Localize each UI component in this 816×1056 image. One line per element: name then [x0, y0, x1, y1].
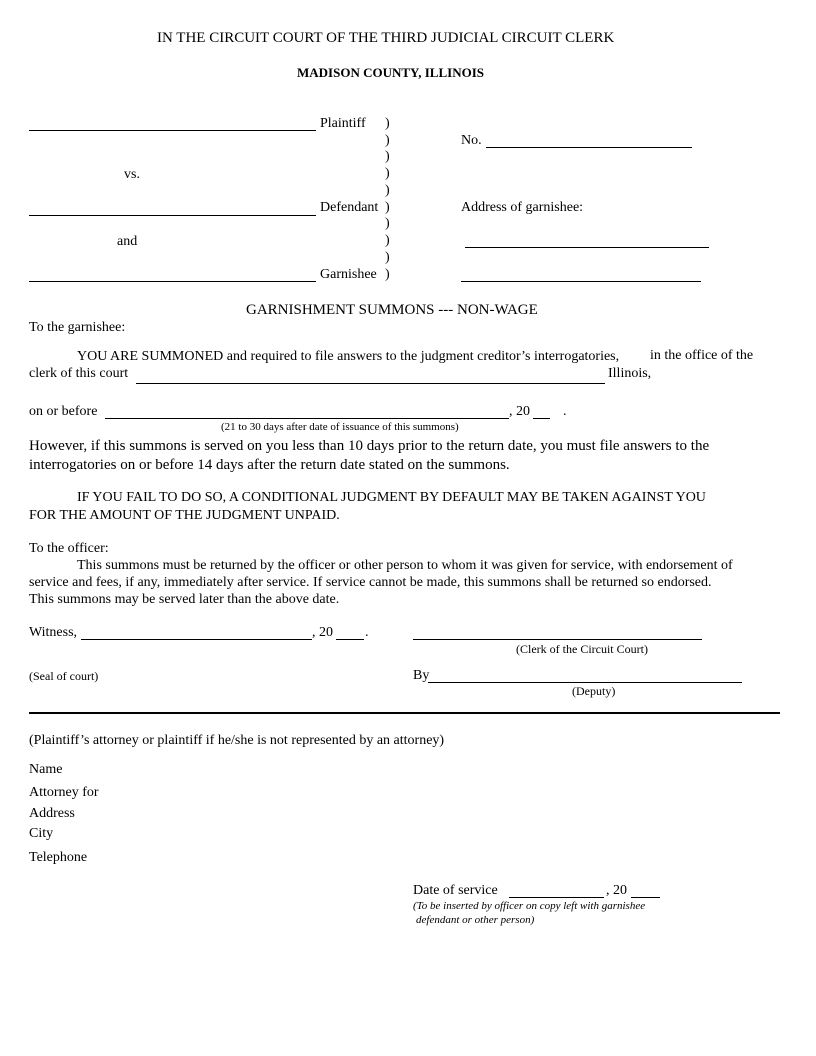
caption-paren: ) — [385, 183, 390, 198]
document-title: GARNISHMENT SUMMONS --- NON-WAGE — [246, 302, 538, 318]
however-text-2: interrogatories on or before 14 days after the return date stated on the summons. — [29, 457, 510, 473]
deputy-signature-line[interactable] — [428, 682, 742, 683]
caption-paren: ) — [385, 216, 390, 231]
caption-paren: ) — [385, 233, 390, 248]
date-of-service-label: Date of service — [413, 883, 498, 898]
case-number-line[interactable] — [486, 147, 692, 148]
garnishee-line[interactable] — [29, 281, 316, 282]
defendant-line[interactable] — [29, 215, 316, 216]
witness-year-prefix: , 20 — [312, 625, 333, 640]
deputy-caption: (Deputy) — [572, 684, 616, 698]
service-note-1: (To be inserted by officer on copy left with garnishee — [413, 900, 646, 912]
officer-text-2: service and fees, if any, immediately after service. If service cannot be made, this summons shall be returned so endorsed. — [29, 575, 712, 590]
caption-paren: ) — [385, 200, 390, 215]
attorney-name-label: Name — [29, 762, 63, 777]
plaintiff-label: Plaintiff — [320, 116, 366, 131]
caption-paren: ) — [385, 133, 390, 148]
case-number-label: No. — [461, 133, 482, 148]
to-officer-label: To the officer: — [29, 541, 109, 556]
officer-text-3: This summons may be served later than the above date. — [29, 592, 340, 607]
date-of-service-line[interactable] — [509, 897, 604, 898]
officer-text-1: This summons must be returned by the officer or other person to whom it was given for service, with endorsement of — [77, 558, 733, 573]
to-garnishee-label: To the garnishee: — [29, 320, 126, 335]
return-date-note: (21 to 30 days after date of issuance of this summons) — [221, 421, 459, 433]
vs-label: vs. — [124, 167, 140, 182]
caption-paren: ) — [385, 116, 390, 131]
attorney-telephone-label: Telephone — [29, 850, 88, 865]
garnishee-address-line-1[interactable] — [465, 247, 709, 248]
clerk-signature-line[interactable] — [413, 639, 702, 640]
seal-of-court: (Seal of court) — [29, 669, 99, 683]
however-text-1: However, if this summons is served on you less than 10 days prior to the return date, you must file answers to the — [29, 438, 710, 454]
on-or-before-label: on or before — [29, 404, 98, 419]
garnishee-address-line-2[interactable] — [461, 281, 701, 282]
service-year-line[interactable] — [631, 897, 660, 898]
service-note-2: defendant or other person) — [416, 914, 535, 926]
witness-date-line[interactable] — [81, 639, 312, 640]
witness-period: . — [365, 625, 369, 640]
service-year-prefix: , 20 — [606, 883, 627, 898]
plaintiff-line[interactable] — [29, 130, 316, 131]
garnishee-label: Garnishee — [320, 267, 377, 282]
illinois-label: Illinois, — [608, 366, 652, 381]
default-warning-2: FOR THE AMOUNT OF THE JUDGMENT UNPAID. — [29, 508, 340, 523]
caption-paren: ) — [385, 166, 390, 181]
caption-paren: ) — [385, 149, 390, 164]
and-label: and — [117, 234, 138, 249]
summoned-text-office: in the office of the — [650, 348, 754, 363]
attorney-for-label: Attorney for — [29, 785, 99, 800]
caption-paren: ) — [385, 267, 390, 282]
county-heading: MADISON COUNTY, ILLINOIS — [297, 65, 484, 80]
caption-paren: ) — [385, 250, 390, 265]
clerk-caption: (Clerk of the Circuit Court) — [516, 642, 648, 656]
court-heading: IN THE CIRCUIT COURT OF THE THIRD JUDICIAL CIRCUIT CLERK — [157, 30, 615, 46]
garnishee-address-label: Address of garnishee: — [461, 200, 584, 215]
attorney-city-label: City — [29, 826, 54, 841]
return-year-line[interactable] — [533, 418, 550, 419]
witness-year-line[interactable] — [336, 639, 364, 640]
witness-label: Witness, — [29, 625, 78, 640]
defendant-label: Defendant — [320, 200, 379, 215]
return-year-period: . — [563, 404, 567, 419]
return-year-prefix: , 20 — [509, 404, 530, 419]
section-divider — [29, 712, 780, 714]
summoned-text: YOU ARE SUMMONED and required to file answers to the judgment creditor’s interrogatories, — [77, 349, 620, 364]
return-date-line[interactable] — [105, 418, 509, 419]
clerk-office-line[interactable] — [136, 383, 605, 384]
default-warning-1: IF YOU FAIL TO DO SO, A CONDITIONAL JUDGMENT BY DEFAULT MAY BE TAKEN AGAINST YOU — [77, 490, 706, 505]
clerk-court-label: clerk of this court — [29, 366, 129, 381]
attorney-address-label: Address — [29, 806, 75, 821]
by-label: By — [413, 668, 430, 683]
attorney-note: (Plaintiff’s attorney or plaintiff if he/she is not represented by an attorney) — [29, 733, 445, 748]
